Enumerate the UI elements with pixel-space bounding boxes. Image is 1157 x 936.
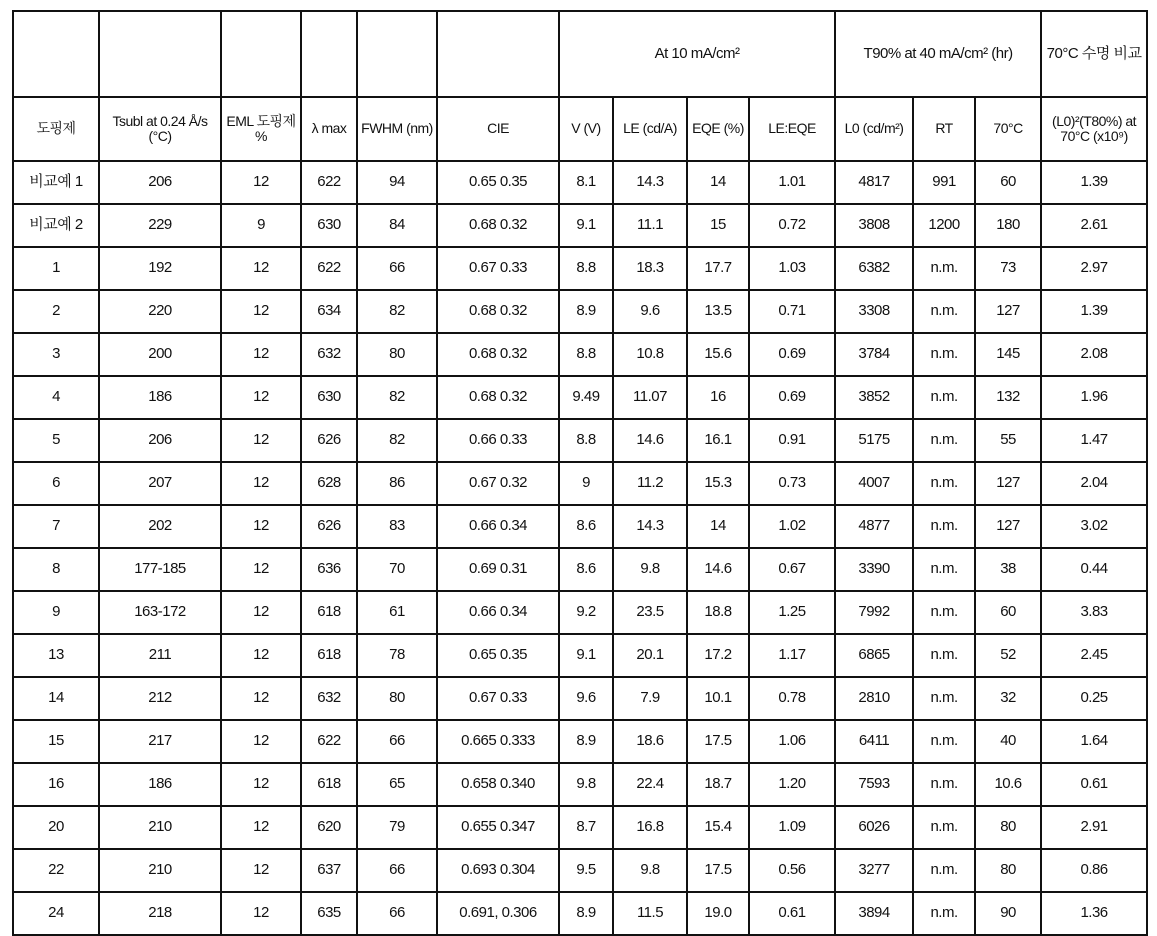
cell-l0: 2810 bbox=[835, 677, 913, 720]
cell-tsubl: 210 bbox=[99, 849, 221, 892]
cell-voltage: 8.6 bbox=[559, 548, 613, 591]
header-group-at-10ma: At 10 mA/cm² bbox=[559, 11, 835, 97]
cell-eml-pct: 12 bbox=[221, 419, 301, 462]
cell-eqe: 15 bbox=[687, 204, 749, 247]
cell-lambda-max: 618 bbox=[301, 763, 357, 806]
cell-l0: 4007 bbox=[835, 462, 913, 505]
table-row bbox=[13, 720, 1147, 763]
cell-t-70c: 52 bbox=[975, 634, 1041, 677]
device-performance-table bbox=[12, 10, 1148, 936]
cell-dopant: 5 bbox=[13, 419, 99, 462]
cell-fwhm: 79 bbox=[357, 806, 437, 849]
cell-t-70c: 127 bbox=[975, 462, 1041, 505]
cell-fwhm: 70 bbox=[357, 548, 437, 591]
cell-rt: n.m. bbox=[913, 634, 975, 677]
table-row bbox=[13, 634, 1147, 677]
cell-le-eqe: 0.61 bbox=[749, 892, 835, 935]
cell-le-eqe: 0.69 bbox=[749, 376, 835, 419]
cell-lambda-max: 634 bbox=[301, 290, 357, 333]
cell-le: 11.07 bbox=[613, 376, 687, 419]
col-le-eqe: LE:EQE bbox=[749, 97, 835, 161]
cell-voltage: 9.5 bbox=[559, 849, 613, 892]
table-row bbox=[13, 161, 1147, 204]
cell-fwhm: 65 bbox=[357, 763, 437, 806]
cell-cie: 0.66 0.33 bbox=[437, 419, 559, 462]
cell-lifetime-metric: 0.44 bbox=[1041, 548, 1147, 591]
cell-dopant: 비교예 2 bbox=[13, 204, 99, 247]
cell-t-70c: 127 bbox=[975, 290, 1041, 333]
cell-voltage: 8.9 bbox=[559, 720, 613, 763]
cell-dopant: 비교예 1 bbox=[13, 161, 99, 204]
cell-fwhm: 61 bbox=[357, 591, 437, 634]
cell-eqe: 16.1 bbox=[687, 419, 749, 462]
cell-l0: 3277 bbox=[835, 849, 913, 892]
cell-fwhm: 82 bbox=[357, 376, 437, 419]
cell-tsubl: 192 bbox=[99, 247, 221, 290]
cell-eqe: 19.0 bbox=[687, 892, 749, 935]
cell-lifetime-metric: 1.96 bbox=[1041, 376, 1147, 419]
cell-rt: 1200 bbox=[913, 204, 975, 247]
header-group-lifetime: 70°C 수명 비교 bbox=[1041, 11, 1147, 97]
cell-cie: 0.68 0.32 bbox=[437, 290, 559, 333]
cell-tsubl: 206 bbox=[99, 419, 221, 462]
cell-lambda-max: 630 bbox=[301, 376, 357, 419]
cell-rt: n.m. bbox=[913, 806, 975, 849]
cell-t-70c: 40 bbox=[975, 720, 1041, 763]
cell-eml-pct: 12 bbox=[221, 806, 301, 849]
table-row bbox=[13, 591, 1147, 634]
cell-lifetime-metric: 1.64 bbox=[1041, 720, 1147, 763]
cell-t-70c: 73 bbox=[975, 247, 1041, 290]
table-row bbox=[13, 376, 1147, 419]
cell-lambda-max: 630 bbox=[301, 204, 357, 247]
table-body bbox=[13, 161, 1147, 935]
cell-voltage: 8.9 bbox=[559, 290, 613, 333]
cell-lifetime-metric: 2.91 bbox=[1041, 806, 1147, 849]
cell-lifetime-metric: 1.39 bbox=[1041, 290, 1147, 333]
cell-cie: 0.693 0.304 bbox=[437, 849, 559, 892]
cell-eqe: 15.4 bbox=[687, 806, 749, 849]
cell-eqe: 18.8 bbox=[687, 591, 749, 634]
cell-le: 9.8 bbox=[613, 849, 687, 892]
cell-dopant: 1 bbox=[13, 247, 99, 290]
cell-tsubl: 177-185 bbox=[99, 548, 221, 591]
cell-l0: 7992 bbox=[835, 591, 913, 634]
cell-l0: 4877 bbox=[835, 505, 913, 548]
col-eqe: EQE (%) bbox=[687, 97, 749, 161]
cell-le: 14.6 bbox=[613, 419, 687, 462]
cell-lifetime-metric: 0.25 bbox=[1041, 677, 1147, 720]
cell-rt: n.m. bbox=[913, 333, 975, 376]
cell-eml-pct: 12 bbox=[221, 290, 301, 333]
cell-cie: 0.691, 0.306 bbox=[437, 892, 559, 935]
cell-t-70c: 38 bbox=[975, 548, 1041, 591]
cell-fwhm: 66 bbox=[357, 247, 437, 290]
cell-l0: 3308 bbox=[835, 290, 913, 333]
cell-le: 22.4 bbox=[613, 763, 687, 806]
cell-cie: 0.68 0.32 bbox=[437, 204, 559, 247]
cell-lifetime-metric: 0.61 bbox=[1041, 763, 1147, 806]
cell-lambda-max: 622 bbox=[301, 720, 357, 763]
cell-voltage: 9.6 bbox=[559, 677, 613, 720]
cell-lifetime-metric: 2.08 bbox=[1041, 333, 1147, 376]
cell-le: 16.8 bbox=[613, 806, 687, 849]
cell-voltage: 8.8 bbox=[559, 419, 613, 462]
cell-lambda-max: 622 bbox=[301, 247, 357, 290]
cell-le: 20.1 bbox=[613, 634, 687, 677]
cell-t-70c: 180 bbox=[975, 204, 1041, 247]
cell-tsubl: 211 bbox=[99, 634, 221, 677]
cell-eml-pct: 12 bbox=[221, 333, 301, 376]
cell-cie: 0.67 0.33 bbox=[437, 677, 559, 720]
cell-fwhm: 94 bbox=[357, 161, 437, 204]
cell-dopant: 4 bbox=[13, 376, 99, 419]
table-row bbox=[13, 333, 1147, 376]
cell-rt: 991 bbox=[913, 161, 975, 204]
cell-le: 10.8 bbox=[613, 333, 687, 376]
cell-fwhm: 83 bbox=[357, 505, 437, 548]
cell-voltage: 9.1 bbox=[559, 204, 613, 247]
cell-eqe: 16 bbox=[687, 376, 749, 419]
cell-rt: n.m. bbox=[913, 677, 975, 720]
cell-cie: 0.66 0.34 bbox=[437, 505, 559, 548]
cell-lambda-max: 635 bbox=[301, 892, 357, 935]
cell-tsubl: 207 bbox=[99, 462, 221, 505]
cell-dopant: 2 bbox=[13, 290, 99, 333]
cell-eqe: 14 bbox=[687, 161, 749, 204]
col-tsubl: Tsubl at 0.24 Å/s (°C) bbox=[99, 97, 221, 161]
header-group-t90: T90% at 40 mA/cm² (hr) bbox=[835, 11, 1041, 97]
cell-cie: 0.665 0.333 bbox=[437, 720, 559, 763]
cell-l0: 7593 bbox=[835, 763, 913, 806]
cell-dopant: 6 bbox=[13, 462, 99, 505]
cell-lifetime-metric: 0.86 bbox=[1041, 849, 1147, 892]
cell-t-70c: 60 bbox=[975, 161, 1041, 204]
cell-voltage: 9.8 bbox=[559, 763, 613, 806]
cell-le: 9.8 bbox=[613, 548, 687, 591]
cell-tsubl: 220 bbox=[99, 290, 221, 333]
col-l0: L0 (cd/m²) bbox=[835, 97, 913, 161]
cell-le: 11.1 bbox=[613, 204, 687, 247]
cell-le: 18.6 bbox=[613, 720, 687, 763]
cell-rt: n.m. bbox=[913, 591, 975, 634]
cell-eqe: 14.6 bbox=[687, 548, 749, 591]
cell-le: 11.2 bbox=[613, 462, 687, 505]
cell-eml-pct: 12 bbox=[221, 376, 301, 419]
cell-tsubl: 163-172 bbox=[99, 591, 221, 634]
cell-lifetime-metric: 3.02 bbox=[1041, 505, 1147, 548]
cell-l0: 5175 bbox=[835, 419, 913, 462]
cell-eqe: 17.2 bbox=[687, 634, 749, 677]
cell-lambda-max: 618 bbox=[301, 591, 357, 634]
cell-rt: n.m. bbox=[913, 505, 975, 548]
header-empty-4 bbox=[301, 11, 357, 97]
cell-le: 23.5 bbox=[613, 591, 687, 634]
cell-le-eqe: 0.56 bbox=[749, 849, 835, 892]
cell-dopant: 15 bbox=[13, 720, 99, 763]
cell-voltage: 8.7 bbox=[559, 806, 613, 849]
cell-l0: 6026 bbox=[835, 806, 913, 849]
header-empty-5 bbox=[357, 11, 437, 97]
header-empty-2 bbox=[99, 11, 221, 97]
cell-cie: 0.68 0.32 bbox=[437, 333, 559, 376]
cell-dopant: 14 bbox=[13, 677, 99, 720]
cell-le: 18.3 bbox=[613, 247, 687, 290]
header-empty-1 bbox=[13, 11, 99, 97]
cell-eml-pct: 12 bbox=[221, 247, 301, 290]
cell-le-eqe: 1.03 bbox=[749, 247, 835, 290]
col-cie: CIE bbox=[437, 97, 559, 161]
cell-t-70c: 127 bbox=[975, 505, 1041, 548]
cell-le-eqe: 0.78 bbox=[749, 677, 835, 720]
cell-lambda-max: 628 bbox=[301, 462, 357, 505]
cell-l0: 3852 bbox=[835, 376, 913, 419]
cell-eqe: 15.6 bbox=[687, 333, 749, 376]
cell-rt: n.m. bbox=[913, 462, 975, 505]
cell-lambda-max: 618 bbox=[301, 634, 357, 677]
cell-dopant: 20 bbox=[13, 806, 99, 849]
cell-lifetime-metric: 1.39 bbox=[1041, 161, 1147, 204]
cell-l0: 4817 bbox=[835, 161, 913, 204]
cell-lifetime-metric: 2.04 bbox=[1041, 462, 1147, 505]
cell-le-eqe: 1.06 bbox=[749, 720, 835, 763]
cell-l0: 3894 bbox=[835, 892, 913, 935]
table-row bbox=[13, 806, 1147, 849]
cell-cie: 0.65 0.35 bbox=[437, 634, 559, 677]
cell-dopant: 8 bbox=[13, 548, 99, 591]
cell-eqe: 17.7 bbox=[687, 247, 749, 290]
cell-fwhm: 82 bbox=[357, 290, 437, 333]
cell-t-70c: 60 bbox=[975, 591, 1041, 634]
cell-eqe: 15.3 bbox=[687, 462, 749, 505]
cell-voltage: 8.9 bbox=[559, 892, 613, 935]
cell-tsubl: 202 bbox=[99, 505, 221, 548]
cell-lifetime-metric: 1.36 bbox=[1041, 892, 1147, 935]
table-row bbox=[13, 677, 1147, 720]
cell-eml-pct: 12 bbox=[221, 677, 301, 720]
cell-eml-pct: 12 bbox=[221, 720, 301, 763]
cell-tsubl: 217 bbox=[99, 720, 221, 763]
cell-rt: n.m. bbox=[913, 548, 975, 591]
cell-l0: 3784 bbox=[835, 333, 913, 376]
table-row bbox=[13, 849, 1147, 892]
cell-lifetime-metric: 2.97 bbox=[1041, 247, 1147, 290]
cell-fwhm: 66 bbox=[357, 892, 437, 935]
cell-le-eqe: 1.20 bbox=[749, 763, 835, 806]
cell-fwhm: 80 bbox=[357, 677, 437, 720]
cell-rt: n.m. bbox=[913, 419, 975, 462]
cell-tsubl: 229 bbox=[99, 204, 221, 247]
cell-fwhm: 82 bbox=[357, 419, 437, 462]
col-eml-dopant-pct: EML 도핑제 % bbox=[221, 97, 301, 161]
cell-lambda-max: 632 bbox=[301, 677, 357, 720]
cell-l0: 6411 bbox=[835, 720, 913, 763]
cell-lambda-max: 626 bbox=[301, 419, 357, 462]
cell-tsubl: 210 bbox=[99, 806, 221, 849]
cell-lambda-max: 620 bbox=[301, 806, 357, 849]
cell-tsubl: 186 bbox=[99, 763, 221, 806]
cell-voltage: 8.1 bbox=[559, 161, 613, 204]
cell-dopant: 13 bbox=[13, 634, 99, 677]
cell-voltage: 8.8 bbox=[559, 333, 613, 376]
cell-eqe: 13.5 bbox=[687, 290, 749, 333]
cell-eml-pct: 12 bbox=[221, 548, 301, 591]
cell-voltage: 9.49 bbox=[559, 376, 613, 419]
cell-le-eqe: 0.69 bbox=[749, 333, 835, 376]
cell-fwhm: 66 bbox=[357, 849, 437, 892]
cell-tsubl: 212 bbox=[99, 677, 221, 720]
cell-le-eqe: 0.73 bbox=[749, 462, 835, 505]
cell-dopant: 7 bbox=[13, 505, 99, 548]
cell-lifetime-metric: 3.83 bbox=[1041, 591, 1147, 634]
cell-dopant: 22 bbox=[13, 849, 99, 892]
cell-eml-pct: 12 bbox=[221, 161, 301, 204]
cell-le: 14.3 bbox=[613, 161, 687, 204]
col-70c: 70°C bbox=[975, 97, 1041, 161]
table-row bbox=[13, 290, 1147, 333]
cell-eml-pct: 12 bbox=[221, 763, 301, 806]
cell-eqe: 14 bbox=[687, 505, 749, 548]
cell-cie: 0.69 0.31 bbox=[437, 548, 559, 591]
cell-rt: n.m. bbox=[913, 849, 975, 892]
cell-l0: 6865 bbox=[835, 634, 913, 677]
cell-l0: 3808 bbox=[835, 204, 913, 247]
cell-cie: 0.658 0.340 bbox=[437, 763, 559, 806]
cell-dopant: 3 bbox=[13, 333, 99, 376]
cell-dopant: 24 bbox=[13, 892, 99, 935]
cell-fwhm: 78 bbox=[357, 634, 437, 677]
cell-cie: 0.68 0.32 bbox=[437, 376, 559, 419]
cell-le-eqe: 0.67 bbox=[749, 548, 835, 591]
cell-eml-pct: 9 bbox=[221, 204, 301, 247]
cell-l0: 6382 bbox=[835, 247, 913, 290]
cell-t-70c: 145 bbox=[975, 333, 1041, 376]
cell-le: 9.6 bbox=[613, 290, 687, 333]
cell-t-70c: 80 bbox=[975, 849, 1041, 892]
table-row bbox=[13, 505, 1147, 548]
cell-tsubl: 218 bbox=[99, 892, 221, 935]
cell-voltage: 9 bbox=[559, 462, 613, 505]
cell-rt: n.m. bbox=[913, 290, 975, 333]
cell-lambda-max: 637 bbox=[301, 849, 357, 892]
cell-eqe: 17.5 bbox=[687, 720, 749, 763]
cell-lambda-max: 632 bbox=[301, 333, 357, 376]
cell-tsubl: 200 bbox=[99, 333, 221, 376]
cell-lambda-max: 622 bbox=[301, 161, 357, 204]
cell-dopant: 9 bbox=[13, 591, 99, 634]
table-row bbox=[13, 419, 1147, 462]
header-empty-3 bbox=[221, 11, 301, 97]
cell-eml-pct: 12 bbox=[221, 591, 301, 634]
cell-cie: 0.67 0.33 bbox=[437, 247, 559, 290]
cell-rt: n.m. bbox=[913, 720, 975, 763]
table-row bbox=[13, 763, 1147, 806]
col-voltage: V (V) bbox=[559, 97, 613, 161]
cell-t-70c: 55 bbox=[975, 419, 1041, 462]
cell-fwhm: 86 bbox=[357, 462, 437, 505]
cell-cie: 0.655 0.347 bbox=[437, 806, 559, 849]
cell-fwhm: 84 bbox=[357, 204, 437, 247]
header-group-row bbox=[13, 11, 1147, 97]
cell-le: 11.5 bbox=[613, 892, 687, 935]
cell-le-eqe: 0.71 bbox=[749, 290, 835, 333]
cell-rt: n.m. bbox=[913, 376, 975, 419]
cell-t-70c: 90 bbox=[975, 892, 1041, 935]
cell-eml-pct: 12 bbox=[221, 849, 301, 892]
cell-le-eqe: 1.17 bbox=[749, 634, 835, 677]
cell-lambda-max: 636 bbox=[301, 548, 357, 591]
cell-eml-pct: 12 bbox=[221, 462, 301, 505]
cell-t-70c: 80 bbox=[975, 806, 1041, 849]
col-lifetime-metric: (L0)²(T80%) at 70°C (x10⁹) bbox=[1041, 97, 1147, 161]
col-le: LE (cd/A) bbox=[613, 97, 687, 161]
cell-le: 7.9 bbox=[613, 677, 687, 720]
cell-voltage: 9.1 bbox=[559, 634, 613, 677]
cell-cie: 0.66 0.34 bbox=[437, 591, 559, 634]
cell-t-70c: 10.6 bbox=[975, 763, 1041, 806]
cell-cie: 0.65 0.35 bbox=[437, 161, 559, 204]
cell-l0: 3390 bbox=[835, 548, 913, 591]
header-column-row bbox=[13, 97, 1147, 161]
cell-le-eqe: 0.72 bbox=[749, 204, 835, 247]
cell-eml-pct: 12 bbox=[221, 634, 301, 677]
table-row bbox=[13, 204, 1147, 247]
cell-le-eqe: 1.09 bbox=[749, 806, 835, 849]
cell-le-eqe: 1.25 bbox=[749, 591, 835, 634]
cell-voltage: 9.2 bbox=[559, 591, 613, 634]
col-fwhm: FWHM (nm) bbox=[357, 97, 437, 161]
cell-eqe: 17.5 bbox=[687, 849, 749, 892]
cell-eqe: 18.7 bbox=[687, 763, 749, 806]
header-empty-6 bbox=[437, 11, 559, 97]
cell-tsubl: 206 bbox=[99, 161, 221, 204]
cell-rt: n.m. bbox=[913, 763, 975, 806]
cell-lifetime-metric: 1.47 bbox=[1041, 419, 1147, 462]
cell-le: 14.3 bbox=[613, 505, 687, 548]
cell-rt: n.m. bbox=[913, 247, 975, 290]
cell-tsubl: 186 bbox=[99, 376, 221, 419]
table-row bbox=[13, 548, 1147, 591]
cell-dopant: 16 bbox=[13, 763, 99, 806]
cell-le-eqe: 0.91 bbox=[749, 419, 835, 462]
cell-fwhm: 80 bbox=[357, 333, 437, 376]
col-rt: RT bbox=[913, 97, 975, 161]
table-row bbox=[13, 462, 1147, 505]
cell-voltage: 8.6 bbox=[559, 505, 613, 548]
cell-eml-pct: 12 bbox=[221, 505, 301, 548]
cell-le-eqe: 1.01 bbox=[749, 161, 835, 204]
table-row bbox=[13, 892, 1147, 935]
col-lambda-max: λ max bbox=[301, 97, 357, 161]
table-row bbox=[13, 247, 1147, 290]
cell-lifetime-metric: 2.61 bbox=[1041, 204, 1147, 247]
cell-voltage: 8.8 bbox=[559, 247, 613, 290]
col-dopant: 도핑제 bbox=[13, 97, 99, 161]
cell-fwhm: 66 bbox=[357, 720, 437, 763]
cell-rt: n.m. bbox=[913, 892, 975, 935]
cell-t-70c: 32 bbox=[975, 677, 1041, 720]
cell-cie: 0.67 0.32 bbox=[437, 462, 559, 505]
cell-lifetime-metric: 2.45 bbox=[1041, 634, 1147, 677]
cell-eml-pct: 12 bbox=[221, 892, 301, 935]
cell-eqe: 10.1 bbox=[687, 677, 749, 720]
cell-lambda-max: 626 bbox=[301, 505, 357, 548]
cell-t-70c: 132 bbox=[975, 376, 1041, 419]
cell-le-eqe: 1.02 bbox=[749, 505, 835, 548]
